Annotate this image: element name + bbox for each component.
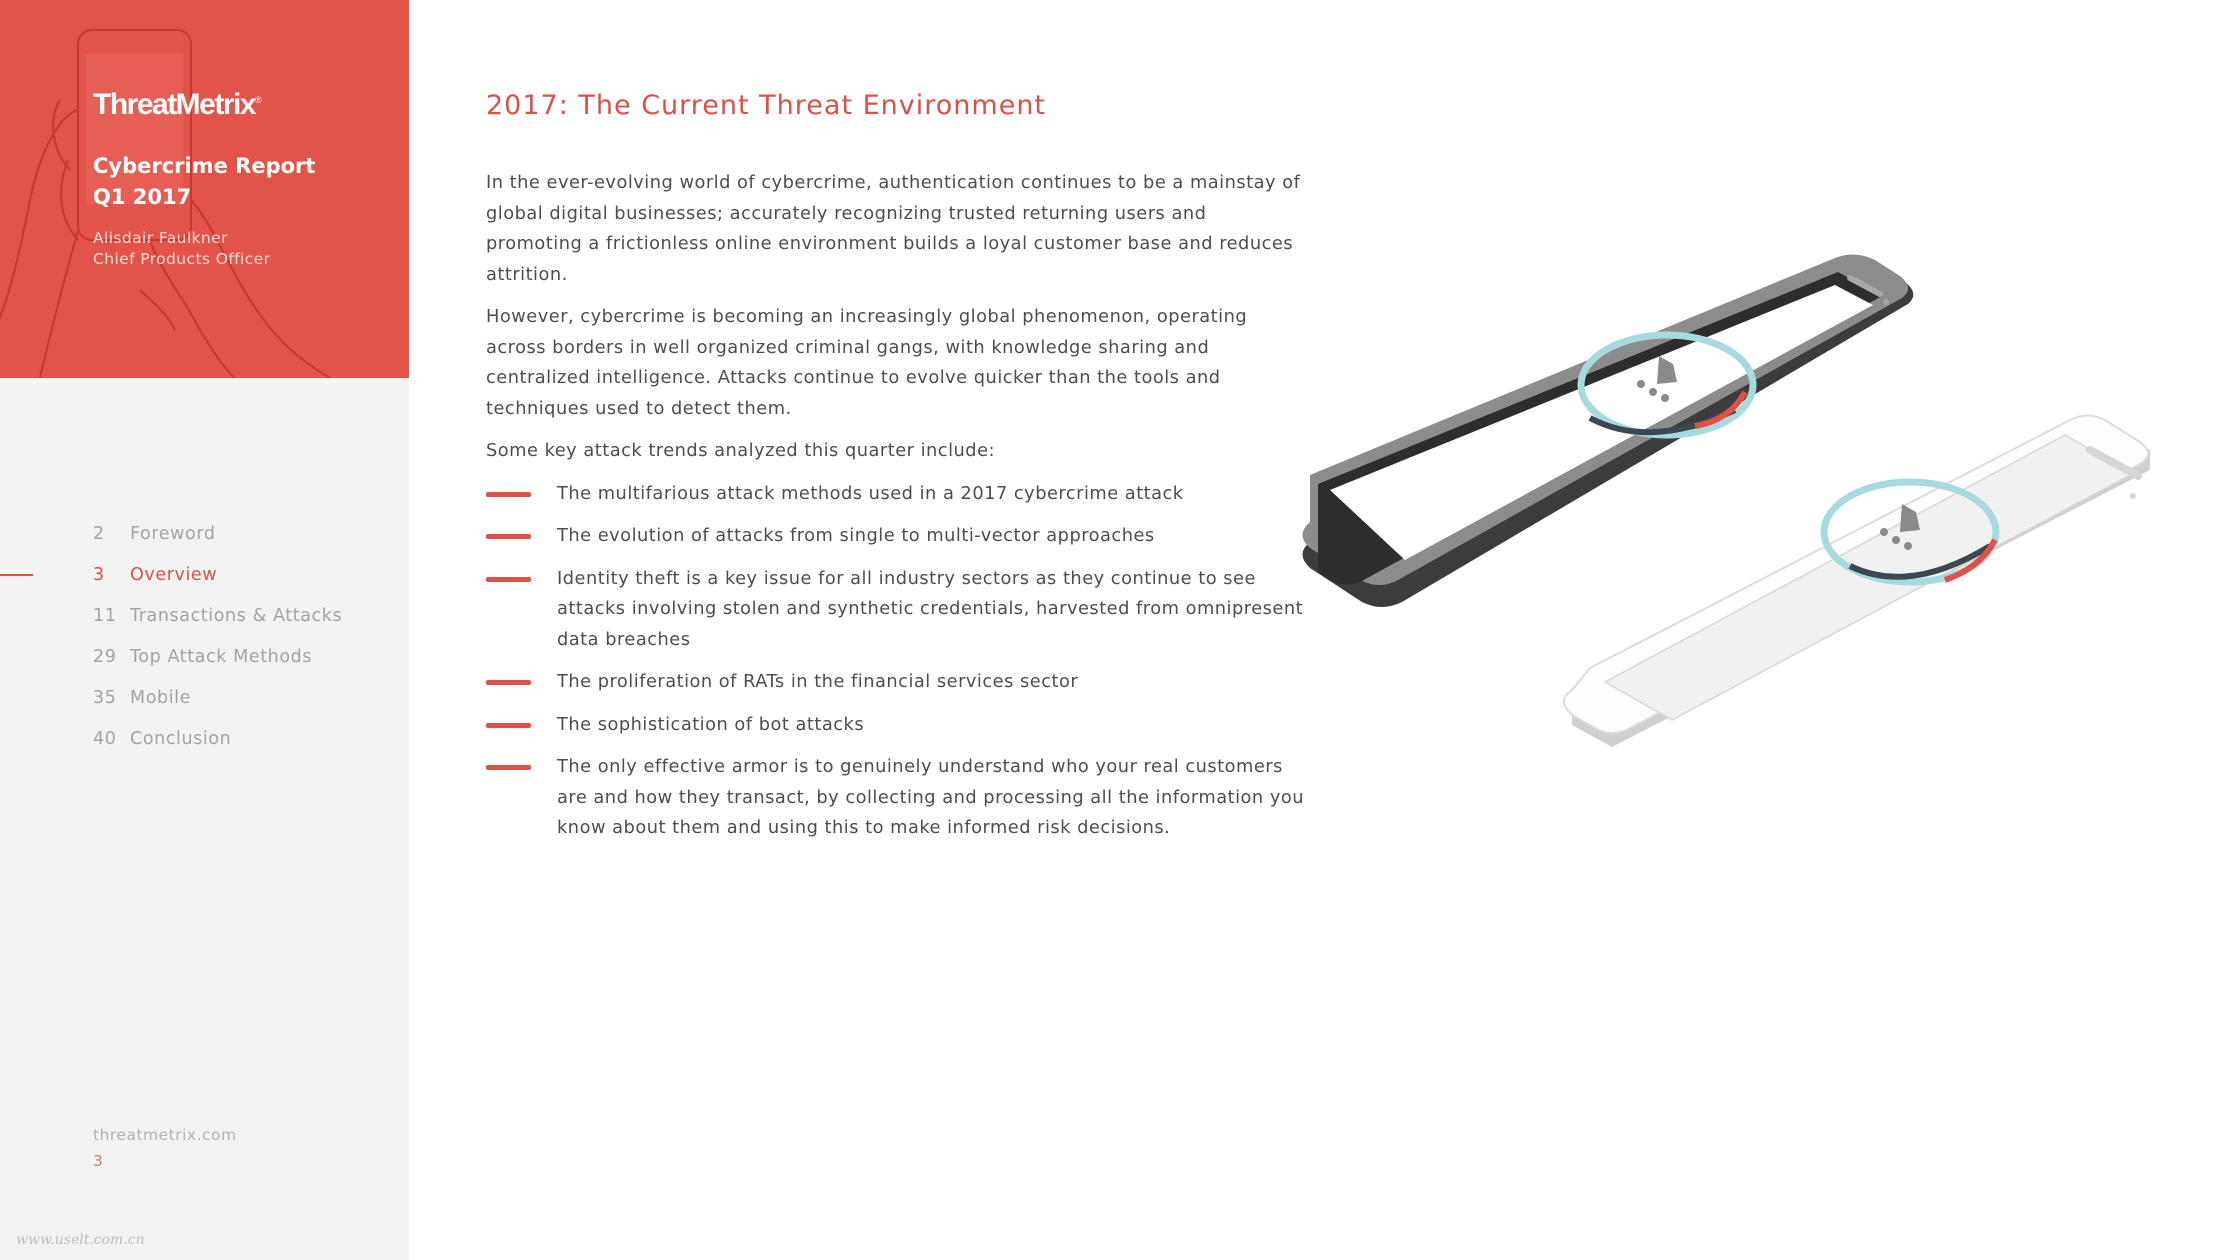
white-phone-illustration <box>1564 415 2150 747</box>
bullet-dash-icon <box>486 534 531 539</box>
isometric-smartphones-icon <box>1290 250 2150 780</box>
nav-item-label: Conclusion <box>130 728 232 749</box>
report-title-line1: Cybercrime Report <box>93 154 316 178</box>
nav-item-page-number: 11 <box>93 605 117 626</box>
nav-item-overview[interactable] <box>0 554 409 595</box>
author-name: Alisdair Faulkner <box>93 229 228 247</box>
nav-item-label: Overview <box>130 564 218 585</box>
paragraph: However, cybercrime is becoming an increasingly global phenomenon, operating across borders in well organized criminal gangs, with knowledge sharing and centralized intelligence. Attacks continue to evolve quicker than the tools and techniques used to detect them. <box>486 306 1248 419</box>
bullet-dash-icon <box>486 765 531 770</box>
body-text <box>486 168 1306 856</box>
page-title: 2017: The Current Threat Environment <box>486 90 1047 121</box>
list-item-text: The multifarious attack methods used in a 2017 cybercrime attack <box>557 482 1184 504</box>
table-of-contents <box>0 513 409 759</box>
list-item-text: The evolution of attacks from single to multi-vector approaches <box>557 525 1155 546</box>
nav-item-label: Top Attack Methods <box>130 646 313 667</box>
bullet-dash-icon <box>486 723 531 728</box>
list-item <box>486 667 1306 698</box>
nav-item-conclusion[interactable] <box>0 718 409 759</box>
nav-item-page-number: 3 <box>93 564 105 585</box>
nav-item-page-number: 29 <box>93 646 117 667</box>
paragraph: Some key attack trends analyzed this quarter include: <box>486 440 996 461</box>
bullet-dash-icon <box>486 680 531 685</box>
nav-item-page-number: 2 <box>93 523 105 544</box>
author-info <box>93 228 270 270</box>
list-item <box>486 564 1306 656</box>
bullet-dash-icon <box>486 577 531 582</box>
list-item <box>486 710 1306 741</box>
nav-item-foreword[interactable] <box>0 513 409 554</box>
sidebar <box>0 0 409 1260</box>
report-title <box>93 151 393 213</box>
nav-item-transactions-attacks[interactable] <box>0 595 409 636</box>
report-title-line2: Q1 2017 <box>93 185 192 209</box>
nav-item-label: Mobile <box>130 687 192 708</box>
list-item-text: The proliferation of RATs in the financial services sector <box>557 671 1079 692</box>
nav-item-mobile[interactable] <box>0 677 409 718</box>
active-indicator <box>0 574 33 576</box>
nav-item-label: Transactions & Attacks <box>130 605 343 626</box>
footer-page-number: 3 <box>93 1152 103 1170</box>
list-item-text: The only effective armor is to genuinely understand who your real customers are and how they transact, by collecting and processing all the information you know about them and using this to make informed risk decisions. <box>557 756 1304 838</box>
brand-panel <box>0 0 409 378</box>
nav-item-label: Foreword <box>130 523 216 544</box>
list-item <box>486 521 1306 552</box>
footer-url-link[interactable]: threatmetrix.com <box>93 1126 237 1144</box>
nav-item-page-number: 35 <box>93 687 117 708</box>
bullet-dash-icon <box>486 492 531 497</box>
threatmetrix-logo: ThreatMetrix® <box>93 88 262 121</box>
list-item-text: Identity theft is a key issue for all industry sectors as they continue to see attacks involving stolen and synthetic credentials, harvested from omnipresent data breaches <box>557 567 1304 650</box>
nav-item-top-attack-methods[interactable] <box>0 636 409 677</box>
paragraph: In the ever-evolving world of cybercrime, authentication continues to be a mainstay of global digital businesses; accurately recognizing trusted returning users and promoting a frictionless online environment builds a loyal customer base and reduces attrition. <box>486 172 1301 285</box>
author-role: Chief Products Officer <box>93 250 271 268</box>
nav-item-page-number: 40 <box>93 728 117 749</box>
attack-trends-list <box>486 479 1306 844</box>
watermark: www.uselt.com.cn <box>16 1232 145 1248</box>
list-item <box>486 479 1306 510</box>
list-item <box>486 752 1306 844</box>
list-item-text: The sophistication of bot attacks <box>557 713 865 735</box>
